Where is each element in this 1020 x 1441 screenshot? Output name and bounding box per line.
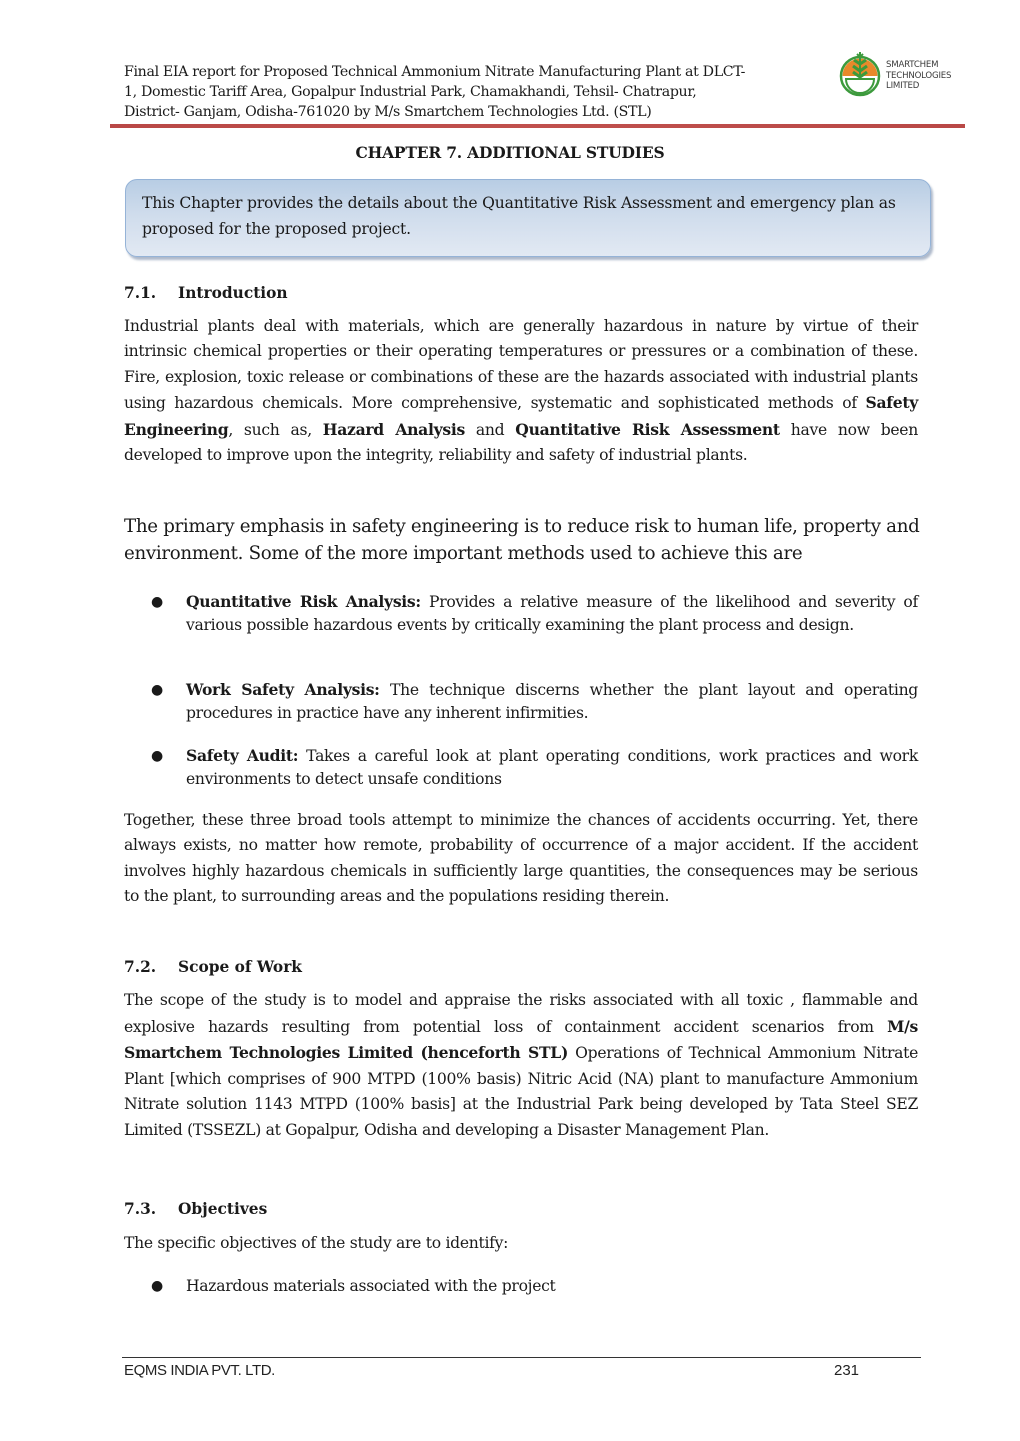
text-run: have now been developed to improve upon the integrity, reliability and safety of industrial plants. [124, 420, 918, 465]
bullet-icon: ● [151, 748, 164, 764]
header-line: 1, Domestic Tariff Area, Gopalpur Industrial Park, Chamakhandi, Tehsil- Chatrapur, [124, 84, 697, 100]
section-number: 7.3. [124, 1200, 157, 1218]
introduction-paragraph [124, 314, 918, 468]
emphasis-paragraph: The primary emphasis in safety engineering is to reduce risk to human life, property and environment. Some of the more important methods used to achieve this are [124, 516, 920, 564]
section-number: 7.2. [124, 958, 157, 976]
header-line: District- Ganjam, Odisha-761020 by M/s Smartchem Technologies Ltd. (STL) [124, 104, 652, 120]
section-heading-scope [124, 958, 302, 976]
section-title: Introduction [178, 284, 288, 302]
bold-term: Quantitative Risk Analysis: [186, 592, 421, 611]
company-logo [838, 48, 968, 100]
text-run: Provides a relative measure of the likelihood and severity of various possible hazardous events by critically examining the plant process and design. [186, 593, 918, 634]
text-run: Industrial plants deal with materials, which are generally hazardous in nature by virtue of their intrinsic chemical properties or their operating temperatures or pressures or a combination of these. Fire, explosion, toxic release or combinations of these are the hazards associated with industrial plants using hazardous chemicals. More comprehensive, systematic and sophisticated methods of [124, 317, 918, 413]
section-title: Scope of Work [178, 958, 302, 976]
smartchem-logo-icon [838, 48, 882, 100]
list-item-text [186, 591, 918, 636]
chapter-summary-box [125, 179, 931, 257]
footer-divider [122, 1357, 921, 1358]
bold-term: M/s Smartchem Technologies Limited (henceforth STL) [124, 1016, 918, 1063]
bold-term: Safety Engineering [124, 393, 918, 439]
text-run: The technique discerns whether the plant layout and operating procedures in practice have any inherent infirmities. [186, 681, 918, 722]
section-number: 7.1. [124, 284, 157, 302]
objectives-intro: The specific objectives of the study are to identify: [124, 1234, 509, 1252]
logo-wordmark [886, 60, 951, 92]
bullet-icon: ● [151, 1278, 164, 1294]
text-run: and [464, 420, 516, 439]
text-run: Takes a careful look at plant operating conditions, work practices and work environments to detect unsafe conditions [186, 747, 918, 788]
scope-paragraph [124, 988, 918, 1144]
header-line: Final EIA report for Proposed Technical Ammonium Nitrate Manufacturing Plant at DLCT- [124, 64, 746, 80]
section-title: Objectives [178, 1200, 268, 1218]
logo-line: TECHNOLOGIES [886, 70, 952, 81]
bold-term: Work Safety Analysis: [186, 680, 380, 699]
bullet-icon: ● [151, 682, 164, 698]
section-heading-introduction [124, 284, 288, 302]
text-run: Operations of Technical Ammonium Nitrate Plant [which comprises of 900 MTPD (100% basis) Nitric Acid (NA) plant to manufacture Ammonium Nitrate solution 1143 MTPD (100% basis] at the Industrial Park being developed by Tata Steel SEZ Limited (TSSEZL) at Gopalpur, Odisha and developing a Disaster Management Plan. [124, 1044, 918, 1139]
chapter-summary-text: This Chapter provides the details about the Quantitative Risk Assessment and emergency plan as proposed for the proposed project. [142, 194, 896, 238]
page-number: 231 [834, 1362, 860, 1379]
list-item-text [186, 745, 918, 790]
report-header [124, 62, 826, 122]
bold-term: Quantitative Risk Assessment [515, 419, 780, 439]
bold-term: Safety Audit: [186, 746, 299, 765]
header-divider [110, 124, 965, 128]
chapter-title: CHAPTER 7. ADDITIONAL STUDIES [355, 143, 665, 162]
logo-line: LIMITED [886, 81, 920, 91]
summary-paragraph: Together, these three broad tools attempt to minimize the chances of accidents occurring. Yet, there always exists, no matter how remote, probability of occurrence of a major accident. If the accident involves highly hazardous chemicals in sufficiently large quantities, the consequences may be serious to the plant, to surrounding areas and the populations residing therein. [124, 811, 918, 906]
footer-company: EQMS INDIA PVT. LTD. [124, 1362, 275, 1379]
text-run: , such as, [228, 420, 323, 439]
bullet-icon: ● [151, 594, 164, 610]
list-item-text [186, 679, 918, 724]
text-run: The scope of the study is to model and appraise the risks associated with all toxic , flammable and explosive hazards resulting from potential loss of containment accident scenarios from [124, 991, 918, 1036]
list-item-text: Hazardous materials associated with the project [186, 1277, 556, 1295]
section-heading-objectives [124, 1200, 267, 1218]
bold-term: Hazard Analysis [322, 419, 465, 439]
logo-line: SMARTCHEM [886, 60, 939, 70]
